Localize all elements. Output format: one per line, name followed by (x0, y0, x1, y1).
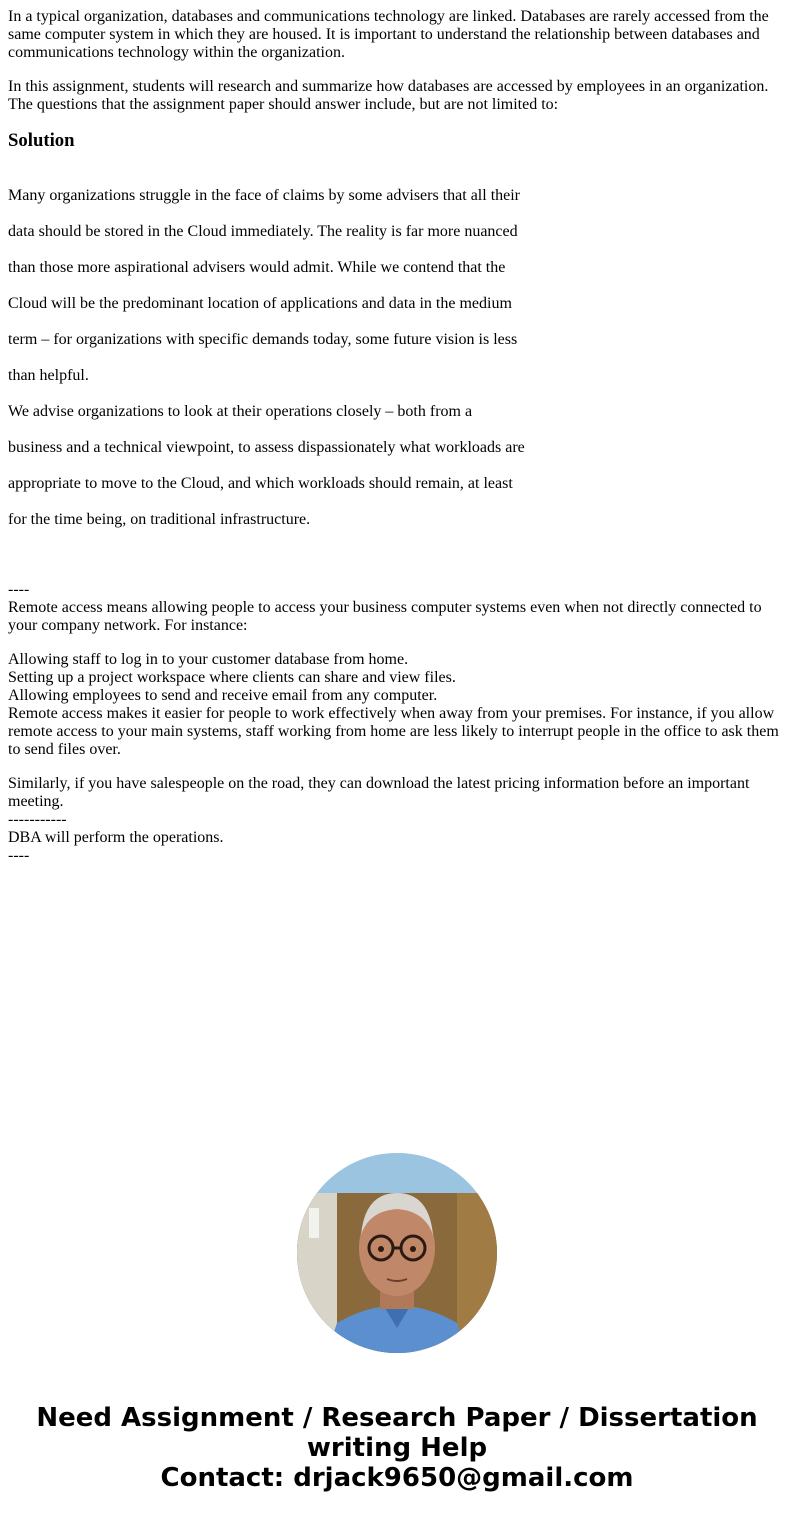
profile-photo (297, 1153, 497, 1353)
solution-line: Cloud will be the predominant location of applications and data in the medium (8, 295, 512, 312)
intro-paragraph-2: In this assignment, students will research and summarize how databases are accessed by employees in an organization. The questions that the assignment paper should answer include, but are not limited to: (8, 78, 769, 113)
portrait-illustration (297, 1153, 497, 1353)
solution-line: for the time being, on traditional infrastructure. (8, 511, 311, 528)
salespeople-paragraph: Similarly, if you have salespeople on the road, they can download the latest pricing information before an important meeting. (8, 775, 750, 810)
solution-line: than helpful. (8, 367, 89, 384)
contact-email: Contact: drjack9650@gmail.com (160, 1463, 634, 1493)
contact-banner (0, 1403, 794, 1493)
list-item: Allowing staff to log in to your customer database from home. (8, 651, 409, 668)
solution-text (8, 169, 528, 547)
remote-access-intro: Remote access means allowing people to access your business computer systems even when not directly connected to your company network. For instance: (8, 599, 762, 634)
separator: ----------- (8, 811, 67, 828)
list-item: Setting up a project workspace where clients can share and view files. (8, 669, 456, 686)
solution-line: term – for organizations with specific demands today, some future vision is less (8, 331, 518, 348)
solution-line: business and a technical viewpoint, to assess dispassionately what workloads are (8, 439, 525, 456)
remote-access-benefit: Remote access makes it easier for people to work effectively when away from your premises. For instance, if you allow remote access to your main systems, staff working from home are less likely to interrupt people in the office to ask them to send files over. (8, 705, 779, 758)
solution-line: We advise organizations to look at their operations closely – both from a (8, 403, 473, 420)
banner-line: Need Assignment / Research Paper / Dissertation (36, 1403, 758, 1433)
dba-statement: DBA will perform the operations. (8, 829, 224, 846)
solution-heading: Solution (8, 130, 75, 151)
list-item: Allowing employees to send and receive email from any computer. (8, 687, 438, 704)
solution-line: than those more aspirational advisers would admit. While we contend that the (8, 259, 506, 276)
separator: ---- (8, 581, 30, 598)
spacer (8, 547, 786, 581)
separator: ---- (8, 847, 30, 864)
document-body (8, 8, 786, 865)
solution-line: Many organizations struggle in the face of claims by some advisers that all their (8, 187, 521, 204)
solution-line: appropriate to move to the Cloud, and which workloads should remain, at least (8, 475, 513, 492)
solution-line: data should be stored in the Cloud immediately. The reality is far more nuanced (8, 223, 518, 240)
banner-line: writing Help (306, 1433, 488, 1463)
intro-paragraph-1: In a typical organization, databases and communications technology are linked. Databases are rarely accessed from the same computer system in which they are housed. It is important to understand the relationship between databases and communications technology within the organization. (8, 8, 769, 61)
